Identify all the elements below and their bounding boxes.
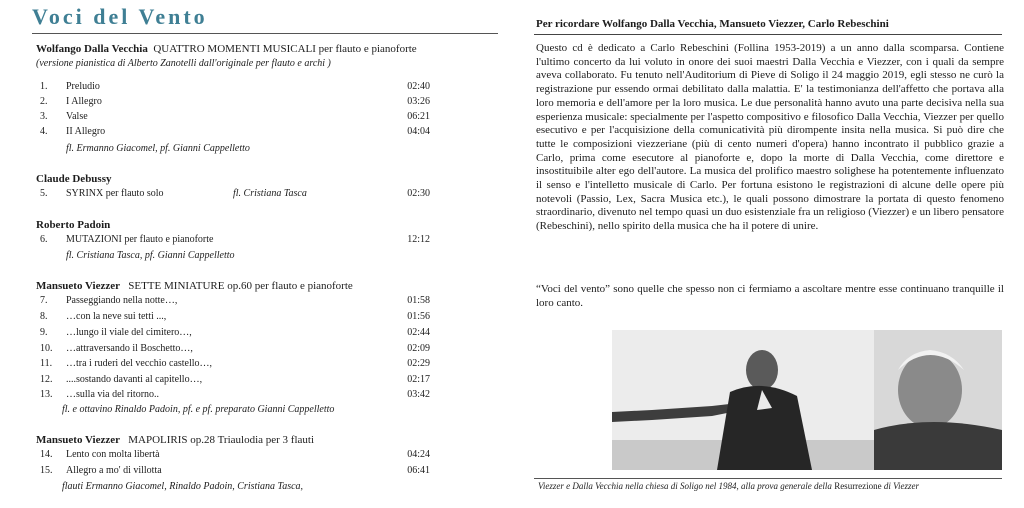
track-row (36, 188, 430, 202)
track-title: Allegro a mo' di villotta (66, 465, 162, 476)
liner-notes-panel (512, 0, 1024, 508)
track-duration: 02:44 (407, 327, 430, 338)
historical-photo (612, 330, 1002, 470)
track-number: 10. (40, 343, 53, 354)
track-number: 7. (40, 295, 48, 306)
track-performers: fl. Cristiana Tasca (233, 188, 307, 199)
photo-illustration (612, 330, 1002, 470)
track-number: 12. (40, 374, 53, 385)
track-number: 8. (40, 311, 48, 322)
work-note: (versione pianistica di Alberto Zanotelli dall'originale per flauto e archi ) (36, 58, 331, 69)
track-title: …tra i ruderi del vecchio castello…, (66, 358, 213, 369)
track-duration: 04:04 (407, 126, 430, 137)
track-number: 6. (40, 234, 48, 245)
track-title: …attraversando il Boschetto…, (66, 343, 193, 354)
track-row (36, 311, 430, 325)
track-row (36, 111, 430, 125)
track-duration: 02:30 (407, 188, 430, 199)
composer-name: Mansueto Viezzer (36, 434, 120, 446)
track-title: …lungo il viale del cimitero…, (66, 327, 192, 338)
caption-text-end: di Viezzer (881, 481, 919, 491)
track-duration: 03:26 (407, 96, 430, 107)
closing-paragraph: “Voci del vento” sono quelle che spesso non ci fermiamo a ascoltare mentre esse continuano tranquille il loro canto. (536, 283, 1004, 309)
caption-text: Viezzer e Dalla Vecchia nella chiesa di Soligo nel 1984, alla prova generale della (538, 481, 835, 491)
track-row (36, 449, 430, 463)
title-divider (32, 33, 498, 34)
track-duration: 02:29 (407, 358, 430, 369)
track-number: 13. (40, 389, 53, 400)
composer-name: Claude Debussy (36, 173, 112, 185)
track-duration: 04:24 (407, 449, 430, 460)
work-title: MAPOLIRIS op.28 Triaulodia per 3 flauti (128, 434, 315, 446)
track-row (36, 358, 430, 372)
track-title: SYRINX per flauto solo (66, 188, 164, 199)
caption-divider (534, 478, 1002, 479)
track-duration: 02:17 (407, 374, 430, 385)
heading-divider (534, 34, 1002, 35)
track-title: Preludio (66, 81, 100, 92)
track-duration: 01:58 (407, 295, 430, 306)
performers: fl. Ermanno Giacomel, pf. Gianni Cappelletto (66, 143, 250, 154)
track-row (36, 343, 430, 357)
performers: fl. Cristiana Tasca, pf. Gianni Cappelletto (66, 250, 235, 261)
track-row (36, 389, 430, 403)
track-row (36, 96, 430, 110)
track-number: 11. (40, 358, 53, 369)
track-row (36, 81, 430, 95)
track-row (36, 465, 430, 479)
track-duration: 02:09 (407, 343, 430, 354)
photo-caption (538, 481, 919, 491)
track-number: 15. (40, 465, 53, 476)
performers: flauti Ermanno Giacomel, Rinaldo Padoin, Cristiana Tasca, (62, 481, 304, 492)
track-number: 2. (40, 96, 48, 107)
work-header (36, 434, 314, 446)
notes-heading: Per ricordare Wolfango Dalla Vecchia, Mansueto Viezzer, Carlo Rebeschini (536, 18, 889, 30)
track-number: 4. (40, 126, 48, 137)
track-row (36, 295, 430, 309)
track-title: …con la neve sui tetti ..., (66, 311, 167, 322)
album-title: Voci del Vento (32, 4, 208, 29)
track-duration: 06:41 (407, 465, 430, 476)
work-title: QUATTRO MOMENTI MUSICALI per flauto e pianoforte (153, 43, 417, 55)
caption-work-title: Resurrezione (834, 481, 882, 491)
track-title: Valse (66, 111, 88, 122)
dedication-paragraph: Questo cd è dedicato a Carlo Rebeschini (Follina 1953-2019) a un anno dalla scomparsa. Contiene l'ultimo concerto da lui voluto in onore dei suoi maestri Dalla Vecchia e Viezzer, con i quali da sempre aveva collaborato. Fu tenuto nell'Auditorium di Pieve di Soligo il 24 maggio 2019, egli stesso ne curò la registrazione pur essendo ormai debilitato dalla malattia. E' la testimonianza dell'affetto che portava alla loro memoria e dell'amore per la loro musica. Le due personalità hanno avuto una parte decisiva nella sua esperienza musicale: specialmente per l'aspetto compositivo e filosofico Dalla Vecchia, Viezzer per quello esecutivo e per l'acquisizione della comunicatività più dirompente insita nella musica. Si può dire che tutte le composizioni viezzeriane (più di cento numeri d'opera) hanno incontrato il pubblico grazie a Carlo, prima come esecutore al pianoforte e, dopo la morte di Dalla Vecchia, come direttore e insostituibile alter ego dell'autore. La musica del prolifico maestro solighese ha potentemente influenzato il senso e l'intelletto musicale di Carlo. Per fortuna esistono le registrazioni di alcune delle opere più notevoli (Passio, Lex, Sacra Musica etc.), le quali possono dimostrare la portata di questo fenomeno straordinario, divenuto nel tempo quasi un duo esistenziale fra un religioso (Viezzer) e un libero pensatore (Rebeschini), nello spirito della musica che ha il potere di unire. (536, 42, 1004, 233)
track-title: ....sostando davanti al capitello…, (66, 374, 203, 385)
track-row (36, 374, 430, 388)
track-number: 9. (40, 327, 48, 338)
composer-name: Roberto Padoin (36, 219, 111, 231)
track-title: I Allegro (66, 96, 102, 107)
composer-name: Mansueto Viezzer (36, 280, 120, 292)
track-row (36, 126, 430, 140)
track-duration: 12:12 (407, 234, 430, 245)
track-title: …sulla via del ritorno.. (66, 389, 160, 400)
track-duration: 06:21 (407, 111, 430, 122)
track-row (36, 327, 430, 341)
track-number: 1. (40, 81, 48, 92)
track-title: MUTAZIONI per flauto e pianoforte (66, 234, 214, 245)
track-title: Passeggiando nella notte…, (66, 295, 178, 306)
performers: fl. e ottavino Rinaldo Padoin, pf. e pf. preparato Gianni Cappelletto (62, 404, 335, 415)
work-title: SETTE MINIATURE op.60 per flauto e pianoforte (128, 280, 353, 292)
tracklist-panel (0, 0, 505, 508)
track-title: Lento con molta libertà (66, 449, 160, 460)
track-row (36, 234, 430, 248)
work-header (36, 43, 417, 55)
track-number: 14. (40, 449, 53, 460)
track-duration: 02:40 (407, 81, 430, 92)
work-header (36, 280, 353, 292)
track-title: II Allegro (66, 126, 106, 137)
track-duration: 03:42 (407, 389, 430, 400)
track-number: 5. (40, 188, 48, 199)
track-duration: 01:56 (407, 311, 430, 322)
track-number: 3. (40, 111, 48, 122)
composer-name: Wolfango Dalla Vecchia (36, 43, 148, 55)
